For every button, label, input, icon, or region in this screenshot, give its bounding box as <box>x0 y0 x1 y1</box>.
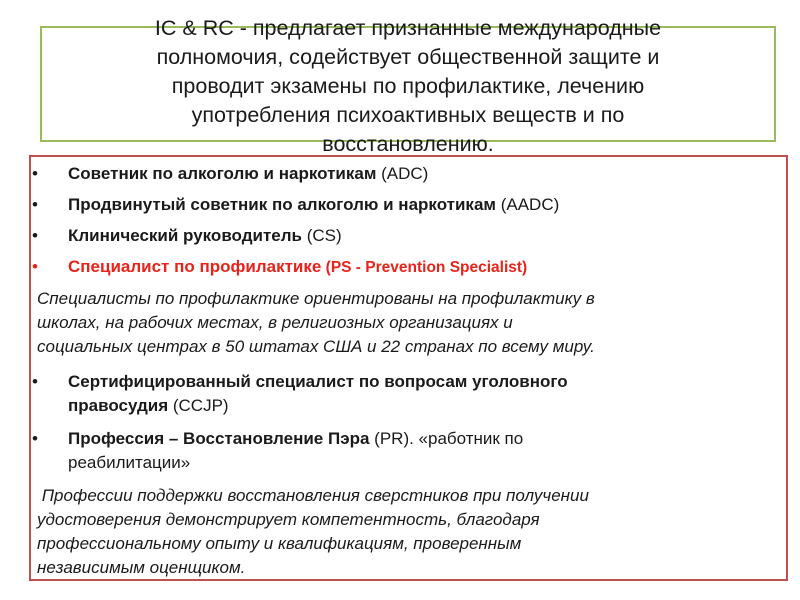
header-line: полномочия, содействует общественной защите и <box>156 45 660 69</box>
bullet-icon: • <box>32 195 38 214</box>
list-item-code: (AADC) <box>495 195 560 214</box>
list-item-title: Клинический руководитель <box>68 226 302 245</box>
list-item-code: (CS) <box>301 226 342 245</box>
list-item-continuation <box>68 395 229 417</box>
list-item-text <box>68 163 428 185</box>
list-item-title: Продвинутый советник по алкоголю и наркотикам <box>68 195 496 214</box>
list-item-title: Сертифицированный специалист по вопросам уголовного <box>68 372 568 391</box>
paragraph <box>37 287 777 359</box>
list-item-text <box>68 428 523 450</box>
bullet-icon: • <box>32 257 38 276</box>
bullet-icon: • <box>32 372 38 391</box>
header-line: IC & RC - предлагает признанные международные <box>154 16 662 40</box>
list-item-code: (PS - Prevention Specialist) <box>321 259 528 276</box>
paragraph <box>37 484 777 580</box>
paragraph-line: профессиональному опыту и квалификациям, проверенным <box>37 534 522 553</box>
list-item-code: (ADC) <box>376 164 429 183</box>
header-box <box>40 16 776 156</box>
bullet-icon: • <box>32 164 38 183</box>
paragraph-line: независимым оценщиком. <box>37 558 246 577</box>
paragraph-line: Профессии поддержки восстановления сверстников при получении <box>37 486 589 505</box>
header-line: восстановлению. <box>322 132 494 156</box>
list-item-title: Специалист по профилактике <box>68 257 322 276</box>
list-item-text <box>68 194 559 216</box>
header-text <box>42 14 774 159</box>
list-item-title: Профессия – Восстановление Пэра <box>68 429 370 448</box>
bullet-icon: • <box>32 226 38 245</box>
paragraph-line: социальных центрах в 50 штатах США и 22 странах по всему миру. <box>37 337 595 356</box>
list-item-text-cont: реабилитации» <box>68 453 191 472</box>
list-item-text <box>68 225 342 247</box>
list-item-code: (CCJP) <box>168 396 229 415</box>
header-line: проводит экзамены по профилактике, лечению <box>171 74 645 98</box>
list-item-title-cont: правосудия <box>68 396 169 415</box>
paragraph-line: Специалисты по профилактике ориентированы на профилактику в <box>37 289 595 308</box>
header-line: употребления психоактивных веществ и по <box>191 103 625 127</box>
paragraph-line: удостоверения демонстрирует компетентность, благодаря <box>37 510 540 529</box>
list-item-continuation <box>68 452 190 474</box>
list-item-code: (PR). «работник по <box>369 429 524 448</box>
list-item-title: Советник по алкоголю и наркотикам <box>68 164 377 183</box>
bullet-icon: • <box>32 429 38 448</box>
paragraph-line: школах, на рабочих местах, в религиозных организациях и <box>37 313 513 332</box>
list-item-text <box>68 256 527 279</box>
